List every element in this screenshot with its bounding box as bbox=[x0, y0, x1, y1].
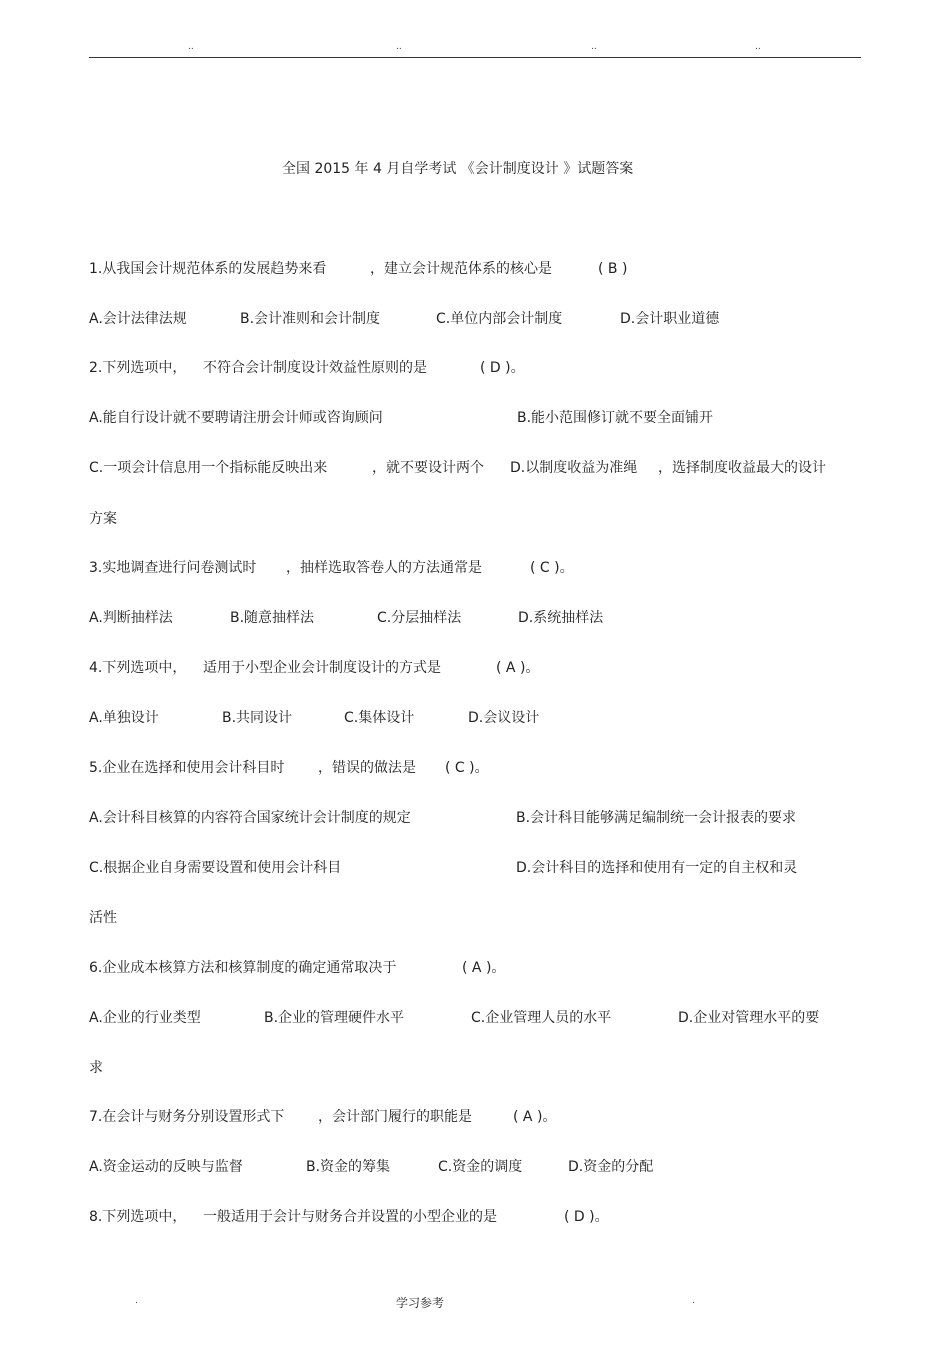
question-stem-cont: ，错误的做法是 bbox=[318, 760, 416, 776]
question-answer: ( D )。 bbox=[564, 1209, 609, 1225]
option-b: B.企业的管理硬件水平 bbox=[264, 1010, 405, 1026]
question-stem-cont: 不符合会计制度设计效益性原则的是 bbox=[203, 360, 427, 376]
footer-text: 学习参考 bbox=[396, 1296, 445, 1310]
question-stem: 8.下列选项中， bbox=[89, 1209, 187, 1225]
header-dot: .. bbox=[396, 42, 402, 52]
question-answer: ( B ) bbox=[598, 261, 628, 277]
header-dot: .. bbox=[755, 42, 761, 52]
question-answer: ( A )。 bbox=[513, 1109, 557, 1125]
option-d: D.系统抽样法 bbox=[518, 610, 604, 626]
option-a: A.判断抽样法 bbox=[89, 610, 173, 626]
question-answer: ( A )。 bbox=[462, 960, 506, 976]
question-answer: ( C )。 bbox=[445, 760, 489, 776]
option-d-wrap: 方案 bbox=[89, 511, 117, 527]
question-stem: 6.企业成本核算方法和核算制度的确定通常取决于 bbox=[89, 960, 397, 976]
option-c: C.集体设计 bbox=[344, 710, 415, 726]
option-c: C.根据企业自身需要设置和使用会计科目 bbox=[89, 860, 342, 876]
header-dot: .. bbox=[591, 42, 597, 52]
option-c: C.单位内部会计制度 bbox=[436, 311, 563, 327]
option-d: D.会计职业道德 bbox=[620, 311, 720, 327]
option-a: A.会计法律法规 bbox=[89, 311, 187, 327]
question-stem: 2.下列选项中， bbox=[89, 360, 187, 376]
option-b: B.共同设计 bbox=[222, 710, 293, 726]
option-d-cont: ，选择制度收益最大的设计 bbox=[658, 460, 826, 476]
option-c-cont: ，就不要设计两个 bbox=[372, 460, 484, 476]
option-b: B.能小范围修订就不要全面铺开 bbox=[517, 410, 714, 426]
footer-dot: . bbox=[135, 1296, 138, 1306]
question-answer: ( D )。 bbox=[480, 360, 525, 376]
question-stem: 5.企业在选择和使用会计科目时 bbox=[89, 760, 285, 776]
option-b: B.会计准则和会计制度 bbox=[240, 311, 381, 327]
option-a: A.单独设计 bbox=[89, 710, 159, 726]
option-c: C.资金的调度 bbox=[438, 1159, 523, 1175]
option-d: D.以制度收益为准绳 bbox=[510, 460, 638, 476]
option-a: A.资金运动的反映与监督 bbox=[89, 1159, 243, 1175]
header-rule bbox=[89, 57, 861, 58]
option-a: A.会计科目核算的内容符合国家统计会计制度的规定 bbox=[89, 810, 411, 826]
header-dot: .. bbox=[188, 42, 194, 52]
option-c: C.企业管理人员的水平 bbox=[471, 1010, 612, 1026]
question-stem: 3.实地调查进行问卷测试时 bbox=[89, 560, 257, 576]
question-stem-cont: 适用于小型企业会计制度设计的方式是 bbox=[203, 660, 441, 676]
option-a: A.能自行设计就不要聘请注册会计师或咨询顾问 bbox=[89, 410, 383, 426]
option-a: A.企业的行业类型 bbox=[89, 1010, 201, 1026]
option-b: B.资金的筹集 bbox=[306, 1159, 391, 1175]
question-stem: 4.下列选项中， bbox=[89, 660, 187, 676]
option-b: B.随意抽样法 bbox=[230, 610, 315, 626]
option-c: C.分层抽样法 bbox=[377, 610, 462, 626]
question-answer: ( C )。 bbox=[530, 560, 574, 576]
question-stem-cont: ，建立会计规范体系的核心是 bbox=[370, 261, 552, 277]
option-d: D.企业对管理水平的要 bbox=[678, 1010, 820, 1026]
option-d: D.会计科目的选择和使用有一定的自主权和灵 bbox=[516, 860, 798, 876]
question-stem: 1.从我国会计规范体系的发展趋势来看 bbox=[89, 261, 327, 277]
question-stem: 7.在会计与财务分别设置形式下 bbox=[89, 1109, 285, 1125]
page-title: 全国 2015 年 4 月自学考试 《会计制度设计 》试题答案 bbox=[282, 161, 634, 177]
option-c: C.一项会计信息用一个指标能反映出来 bbox=[89, 460, 328, 476]
option-b: B.会计科目能够满足编制统一会计报表的要求 bbox=[516, 810, 797, 826]
option-d-wrap: 活性 bbox=[89, 910, 117, 926]
question-stem-cont: ，抽样选取答卷人的方法通常是 bbox=[286, 560, 482, 576]
option-d: D.资金的分配 bbox=[568, 1159, 654, 1175]
question-answer: ( A )。 bbox=[496, 660, 540, 676]
question-stem-cont: ，会计部门履行的职能是 bbox=[318, 1109, 472, 1125]
question-stem-cont: 一般适用于会计与财务合并设置的小型企业的是 bbox=[203, 1209, 497, 1225]
option-d: D.会议设计 bbox=[468, 710, 540, 726]
footer-dot: . bbox=[692, 1296, 695, 1306]
option-d-wrap: 求 bbox=[89, 1060, 103, 1076]
